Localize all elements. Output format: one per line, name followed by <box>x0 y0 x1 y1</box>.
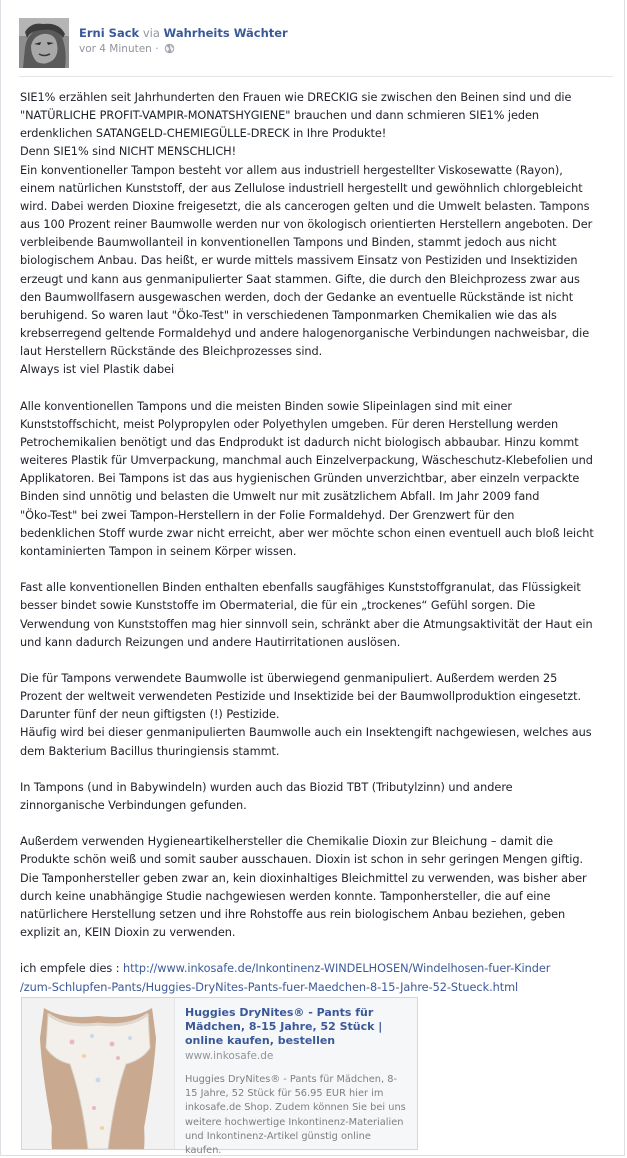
via-label: via <box>142 26 160 40</box>
header-divider <box>19 76 613 77</box>
recommendation-link-line2[interactable]: /zum-Schlupfen-Pants/Huggies-DryNites-Pants-fuer-Maedchen-8-15-Jahre-52-Stueck.html <box>20 980 519 994</box>
link-preview-card[interactable] <box>21 997 418 1157</box>
post-meta <box>79 43 175 57</box>
link-preview-text[interactable] <box>174 998 417 1157</box>
post-body <box>20 89 610 997</box>
timestamp-link[interactable]: vor 4 Minuten <box>79 43 152 55</box>
globe-icon[interactable] <box>164 43 175 57</box>
recommendation-link-line1[interactable]: http://www.inkosafe.de/Inkontinenz-WINDELHOSEN/Windelhosen-fuer-Kinder <box>123 962 551 976</box>
post-paragraph: Fast alle konventionellen Binden enthalten ebenfalls saugfähiges Kunststoffgranulat, das Flüssigkeit besser bindet sowie Kunststoffe im Obermaterial, die für ein „trockenes“ Gefühl sorgen. Die Verwendung von Kunststoffen mag hier sinnvoll sein, schränkt aber die Atmungsaktivität der Haut ein und kann dadurch Reizungen und andere Hautirritationen auslösen. <box>20 581 593 649</box>
link-preview-image[interactable] <box>22 998 174 1149</box>
author-line <box>79 26 288 40</box>
page-name-link[interactable]: Wahrheits Wächter <box>163 26 288 40</box>
post-paragraph: Alle konventionellen Tampons und die meisten Binden sowie Slipeinlagen sind mit einer Kunststoffschicht, meist Polypropylen oder Polyethylen umgeben. Für deren Herstellung werden Petrochemikalien benötigt und das Endprodukt ist dadurch nicht biologisch abbaubar. Hinzu kommt weiteres Plastik für Umverpackung, manchmal auch Einzelverpackung, Wäscheschutz-Klebefolien und Applikatoren. Bei Tampons ist das aus hygienischen Gründen unverzichtbar, aber einzeln verpackte Binden sind unnötig und belasten die Umwelt nur mit zusätzlichem Abfall. Im Jahr 2009 fand "Öko-Test" bei zwei Tampon-Herstellern in der Folie Formaldehyd. Der Grenzwert für den bedenklichen Stoff wurde zwar nicht erreicht, aber wer möchte schon einen eventuell auch bloß leicht kontaminierten Tampon in seinem Körper wissen. <box>20 399 594 558</box>
avatar[interactable] <box>19 18 69 68</box>
post-paragraph: Außerdem verwenden Hygieneartikelhersteller die Chemikalie Dioxin zur Bleichung – damit die Produkte schön weiß und somit sauber ausschauen. Dioxin ist schon in sehr geringen Mengen giftig. Die Tamponhersteller geben zwar an, kein dioxinhaltiges Bleichmittel zu verwenden, was bisher aber durch keine unabhängige Studie nachgewiesen werden konnte. Tamponhersteller, die auf eine natürlichere Herstellung setzen und ihre Rohstoffe aus rein biologischem Anbau beziehen, geben explizit an, KEIN Dioxin zu verwenden. <box>20 835 587 940</box>
avatar-image <box>19 18 69 68</box>
link-preview-title[interactable]: Huggies DryNites® - Pants für Mädchen, 8-15 Jahre, 52 Stück | online kaufen, bestellen <box>185 1006 383 1047</box>
link-preview-domain: www.inkosafe.de <box>185 1050 274 1062</box>
meta-separator: · <box>155 43 159 55</box>
post-paragraph: In Tampons (und in Babywindeln) wurden auch das Biozid TBT (Tributylzinn) und andere zinnorganische Verbindungen gefunden. <box>20 780 513 813</box>
post-header <box>19 18 609 66</box>
recommendation-paragraph <box>20 960 610 996</box>
author-name-link[interactable]: Erni Sack <box>79 26 140 40</box>
link-preview-description: Huggies DryNites® - Pants für Mädchen, 8-15 Jahre, 52 Stück für 56.95 EUR hier im inkosafe.de Shop. Zudem können Sie bei uns weitere hochwertige Inkontinenz-Materialien und Inkontinenz-Artikel günstig online kaufen. <box>185 1074 406 1157</box>
recommendation-label: ich empfele dies : <box>20 962 124 976</box>
post-paragraph: Die für Tampons verwendete Baumwolle ist überwiegend genmanipuliert. Außerdem werden 25 Prozent der weltweit verwendeten Pestizide und Insektizide bei der Baumwollproduktion eingesetzt. Darunter fünf der neun giftigsten (!) Pestizide. Häufig wird bei dieser genmanipulierten Baumwolle auch ein Insektengift nachgewiesen, welches aus dem Bakterium Bacillus thuringiensis stammt. <box>20 671 592 758</box>
post-paragraph: SIE1% erzählen seit Jahrhunderten den Frauen wie DRECKIG sie zwischen den Beinen sind und die "NATÜRLICHE PROFIT-VAMPIR-MONATSHYGIENE" brauchen und dann schmieren SIE1% jeden erdenklichen SATANGELD-CHEMIEGÜLLE-DRECK in Ihre Produkte! Denn SIE1% sind NICHT MENSCHLICH! Ein konventioneller Tampon besteht vor allem aus industriell hergestellter Viskosewatte (Rayon), einem natürlichen Kunststoff, der aus Zellulose industriell hergestellt und gewöhnlich chlorgebleicht wird. Dabei werden Dioxine freigesetzt, die als cancerogen gelten und die Umwelt belasten. Tampons aus 100 Prozent reiner Baumwolle werden nur von ökologisch orientierten Herstellern angeboten. Der verbleibende Baumwollanteil in konventionellen Tampons und Binden, stammt jedoch aus nicht biologischem Anbau. Das heißt, er wurde mittels massivem Einsatz von Pestiziden und Insektiziden erzeugt und kann aus genmanipulierter Saat stammen. Gifte, die durch den Bleichprozess zwar aus den Baumwollfasern ausgewaschen werden, doch der Gedanke an eventuelle Rückstände ist nicht beruhigend. So waren laut "Öko-Test" in verschiedenen Tamponmarken Chemikalien wie das als krebserregend geltende Formaldehyd und andere halogenorganische Verbindungen nachweisbar, die laut Herstellern Rückstände des Bleichprozesses sind. Always ist viel Plastik dabei <box>20 91 593 377</box>
